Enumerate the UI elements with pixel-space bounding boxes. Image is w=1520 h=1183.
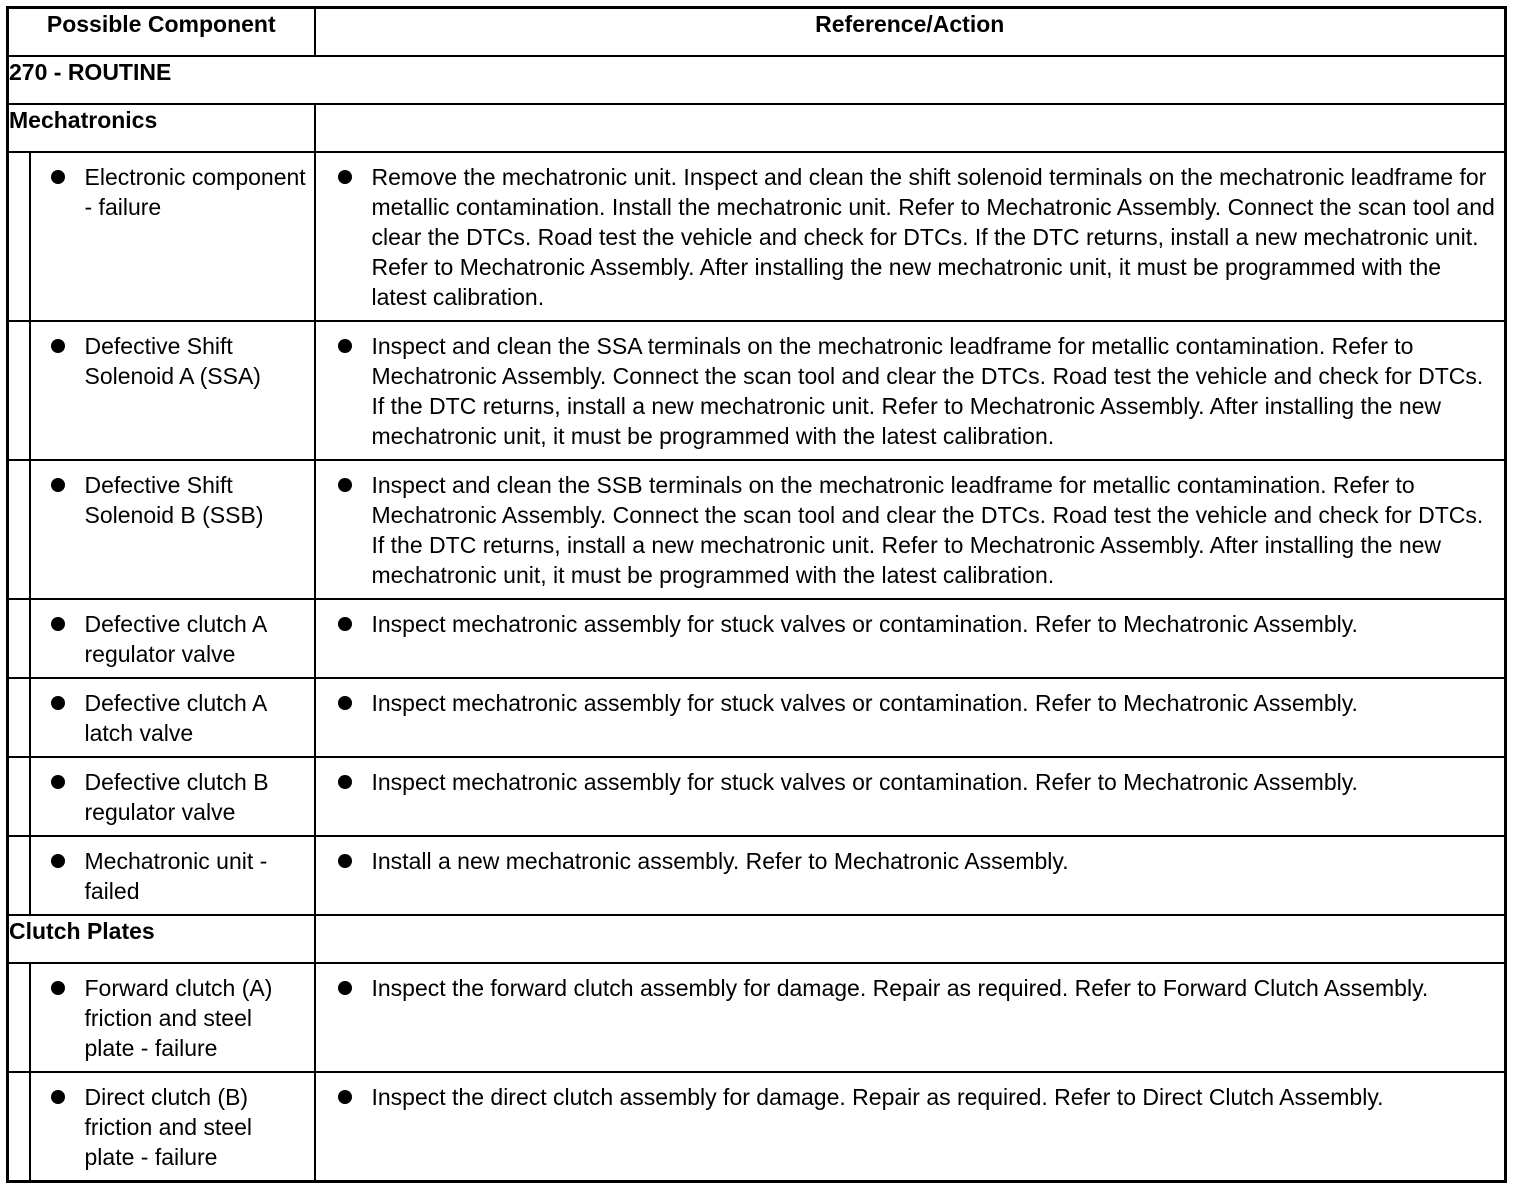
possible-component-cell	[30, 599, 315, 678]
possible-component-cell	[30, 757, 315, 836]
component-text: Defective Shift Solenoid A (SSA)	[84, 333, 261, 389]
reference-action-cell	[315, 1072, 1506, 1182]
table-row	[8, 321, 1506, 460]
indent-cell	[8, 757, 30, 836]
possible-component-cell	[30, 963, 315, 1072]
bullet-icon	[338, 854, 352, 868]
section-title: Mechatronics	[8, 104, 315, 152]
indent-cell	[8, 152, 30, 321]
indent-cell	[8, 321, 30, 460]
header-possible-component: Possible Component	[8, 8, 315, 57]
action-text: Install a new mechatronic assembly. Refer to Mechatronic Assembly.	[371, 848, 1069, 874]
action-text: Inspect mechatronic assembly for stuck valves or contamination. Refer to Mechatronic Assembly.	[371, 690, 1358, 716]
possible-component-cell	[30, 152, 315, 321]
indent-cell	[8, 836, 30, 915]
bullet-icon	[338, 696, 352, 710]
bullet-icon	[51, 478, 65, 492]
bullet-icon	[51, 170, 65, 184]
bullet-icon	[338, 617, 352, 631]
bullet-icon	[51, 1090, 65, 1104]
reference-action-cell	[315, 836, 1506, 915]
action-text: Inspect mechatronic assembly for stuck valves or contamination. Refer to Mechatronic Assembly.	[371, 769, 1358, 795]
table-row	[8, 460, 1506, 599]
section-empty-cell	[315, 915, 1506, 963]
possible-component-cell	[30, 460, 315, 599]
indent-cell	[8, 1072, 30, 1182]
table-row	[8, 678, 1506, 757]
section-row-mechatronics	[8, 104, 1506, 152]
bullet-icon	[51, 696, 65, 710]
action-text: Remove the mechatronic unit. Inspect and clean the shift solenoid terminals on the mechatronic leadframe for metallic contamination. Install the mechatronic unit. Refer to Mechatronic Assembly. Connect the scan tool and clear the DTCs. Road test the vehicle and check for DTCs. If the DTC returns, install a new mechatronic unit. Refer to Mechatronic Assembly. After installing the new mechatronic unit, it must be programmed with the latest calibration.	[371, 164, 1495, 310]
reference-action-cell	[315, 321, 1506, 460]
table-header-row	[8, 8, 1506, 57]
reference-action-cell	[315, 152, 1506, 321]
indent-cell	[8, 460, 30, 599]
component-text: Mechatronic unit - failed	[84, 848, 268, 904]
component-text: Defective Shift Solenoid B (SSB)	[84, 472, 264, 528]
component-text: Electronic component - failure	[84, 164, 306, 220]
possible-component-cell	[30, 1072, 315, 1182]
section-title: Clutch Plates	[8, 915, 315, 963]
possible-component-cell	[30, 678, 315, 757]
table-row	[8, 836, 1506, 915]
table-row	[8, 757, 1506, 836]
routine-row	[8, 56, 1506, 104]
action-text: Inspect and clean the SSA terminals on the mechatronic leadframe for metallic contamination. Refer to Mechatronic Assembly. Connect the scan tool and clear the DTCs. Road test the vehicle and check for DTCs. If the DTC returns, install a new mechatronic unit. Refer to Mechatronic Assembly. After installing the new mechatronic unit, it must be programmed with the latest calibration.	[371, 333, 1484, 449]
bullet-icon	[51, 981, 65, 995]
reference-action-cell	[315, 963, 1506, 1072]
action-text: Inspect mechatronic assembly for stuck valves or contamination. Refer to Mechatronic Assembly.	[371, 611, 1358, 637]
table-row	[8, 152, 1506, 321]
indent-cell	[8, 963, 30, 1072]
indent-cell	[8, 678, 30, 757]
bullet-icon	[338, 981, 352, 995]
action-text: Inspect and clean the SSB terminals on the mechatronic leadframe for metallic contamination. Refer to Mechatronic Assembly. Connect the scan tool and clear the DTCs. Road test the vehicle and check for DTCs. If the DTC returns, install a new mechatronic unit. Refer to Mechatronic Assembly. After installing the new mechatronic unit, it must be programmed with the latest calibration.	[371, 472, 1484, 588]
bullet-icon	[338, 775, 352, 789]
reference-action-cell	[315, 757, 1506, 836]
bullet-icon	[51, 854, 65, 868]
component-text: Defective clutch A regulator valve	[84, 611, 267, 667]
section-empty-cell	[315, 104, 1506, 152]
reference-action-cell	[315, 460, 1506, 599]
bullet-icon	[338, 478, 352, 492]
action-text: Inspect the direct clutch assembly for damage. Repair as required. Refer to Direct Clutch Assembly.	[371, 1084, 1384, 1110]
bullet-icon	[51, 775, 65, 789]
action-text: Inspect the forward clutch assembly for damage. Repair as required. Refer to Forward Clutch Assembly.	[371, 975, 1429, 1001]
bullet-icon	[338, 339, 352, 353]
routine-label: 270 - ROUTINE	[8, 56, 1506, 104]
bullet-icon	[338, 1090, 352, 1104]
table-row	[8, 963, 1506, 1072]
component-text: Direct clutch (B) friction and steel plate - failure	[84, 1084, 252, 1170]
bullet-icon	[51, 339, 65, 353]
reference-action-cell	[315, 599, 1506, 678]
possible-component-cell	[30, 836, 315, 915]
reference-action-cell	[315, 678, 1506, 757]
section-row-clutch-plates	[8, 915, 1506, 963]
indent-cell	[8, 599, 30, 678]
component-text: Defective clutch A latch valve	[84, 690, 267, 746]
diagnostic-table	[6, 6, 1507, 1183]
possible-component-cell	[30, 321, 315, 460]
table-row	[8, 1072, 1506, 1182]
bullet-icon	[338, 170, 352, 184]
component-text: Defective clutch B regulator valve	[84, 769, 269, 825]
component-text: Forward clutch (A) friction and steel plate - failure	[84, 975, 273, 1061]
header-reference-action: Reference/Action	[315, 8, 1506, 57]
bullet-icon	[51, 617, 65, 631]
table-row	[8, 599, 1506, 678]
